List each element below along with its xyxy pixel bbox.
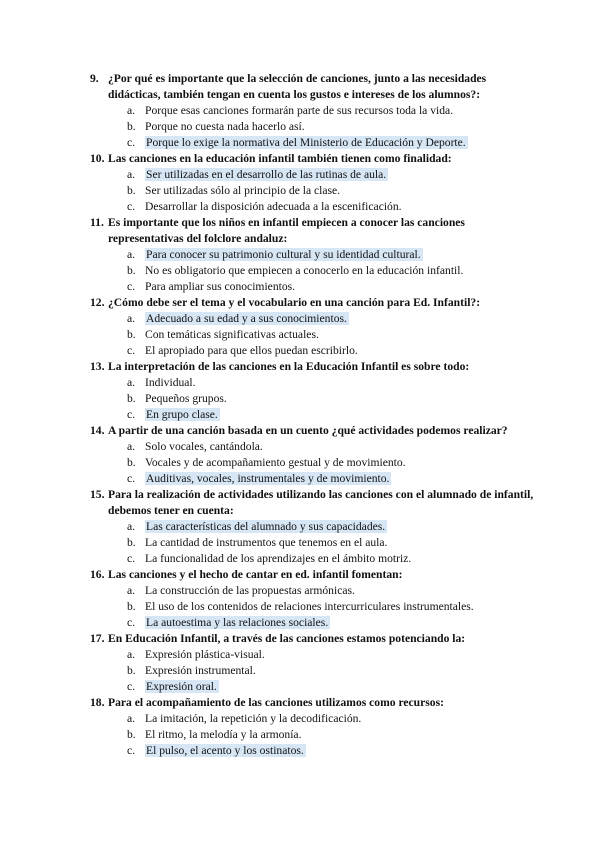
option-letter: a. <box>127 104 136 117</box>
answer-option <box>127 247 600 263</box>
answer-option <box>127 663 600 679</box>
option-text-highlighted: Para conocer su patrimonio cultural y su identidad cultural. <box>146 248 421 261</box>
option-text: La cantidad de instrumentos que tenemos en el aula. <box>145 536 388 549</box>
option-text: La funcionalidad de los aprendizajes en el ámbito motriz. <box>145 552 412 565</box>
question-number: 12. <box>90 296 105 309</box>
question-text: Las canciones en la educación infantil también tienen como finalidad: <box>108 152 452 165</box>
option-text: Pequeños grupos. <box>145 392 227 405</box>
option-letter: c. <box>127 680 136 693</box>
option-letter: c. <box>127 344 136 357</box>
option-text: La imitación, la repetición y la decodificación. <box>145 712 362 725</box>
answer-option <box>127 391 600 407</box>
option-letter: b. <box>127 600 136 613</box>
question <box>90 695 538 711</box>
question-number: 11. <box>90 216 104 229</box>
option-text: Porque no cuesta nada hacerlo así. <box>145 120 305 133</box>
option-text: Porque esas canciones formarán parte de sus recursos toda la vida. <box>145 104 454 117</box>
answer-option <box>127 743 600 759</box>
answer-option <box>127 471 600 487</box>
question <box>90 567 538 583</box>
option-letter: c. <box>127 472 136 485</box>
question-text: Es importante que los niños en infantil empiecen a conocer las canciones representativas del folclore andaluz: <box>108 216 465 245</box>
option-text: Individual. <box>145 376 196 389</box>
option-letter: a. <box>127 376 136 389</box>
question <box>90 423 538 439</box>
option-letter: c. <box>127 552 136 565</box>
question-text: Para la realización de actividades utilizando las canciones con el alumnado de infantil, debemos tener en cuenta: <box>108 488 534 517</box>
question-text: A partir de una canción basada en un cuento ¿qué actividades podemos realizar? <box>108 424 508 437</box>
option-letter: b. <box>127 536 136 549</box>
option-text: Para ampliar sus conocimientos. <box>145 280 296 293</box>
option-letter: a. <box>127 520 136 533</box>
option-text-highlighted: Porque lo exige la normativa del Ministerio de Educación y Deporte. <box>146 136 466 149</box>
option-text: El apropiado para que ellos puedan escribirlo. <box>145 344 358 357</box>
question-number: 16. <box>90 568 105 581</box>
answer-option <box>127 535 600 551</box>
answer-option <box>127 455 600 471</box>
question-text: Para el acompañamiento de las canciones utilizamos como recursos: <box>108 696 444 709</box>
question <box>90 151 538 167</box>
option-text: Solo vocales, cantándola. <box>145 440 263 453</box>
option-letter: c. <box>127 280 136 293</box>
question <box>90 631 538 647</box>
option-letter: c. <box>127 136 136 149</box>
question <box>90 359 538 375</box>
answer-option <box>127 375 600 391</box>
option-letter: b. <box>127 264 136 277</box>
answer-option <box>127 103 600 119</box>
option-letter: b. <box>127 392 136 405</box>
answer-option <box>127 343 600 359</box>
question <box>90 295 538 311</box>
answer-option <box>127 583 600 599</box>
answer-option <box>127 199 600 215</box>
option-text: No es obligatorio que empiecen a conocerlo en la educación infantil. <box>145 264 464 277</box>
answer-option <box>127 135 600 151</box>
question-number: 18. <box>90 696 105 709</box>
option-letter: a. <box>127 168 136 181</box>
option-letter: a. <box>127 584 136 597</box>
answer-option <box>127 263 600 279</box>
option-letter: b. <box>127 456 136 469</box>
question <box>90 487 538 519</box>
option-letter: b. <box>127 184 136 197</box>
option-text: El uso de los contenidos de relaciones intercurriculares instrumentales. <box>145 600 474 613</box>
answer-option <box>127 279 600 295</box>
option-letter: c. <box>127 744 136 757</box>
answer-option <box>127 647 600 663</box>
option-letter: c. <box>127 616 136 629</box>
option-text: Desarrollar la disposición adecuada a la escenificación. <box>145 200 402 213</box>
answer-option <box>127 167 600 183</box>
option-letter: c. <box>127 408 136 421</box>
option-text-highlighted: Adecuado a su edad y a sus conocimientos. <box>146 312 347 325</box>
option-text: Vocales y de acompañamiento gestual y de movimiento. <box>145 456 406 469</box>
question-text: Las canciones y el hecho de cantar en ed. infantil fomentan: <box>108 568 403 581</box>
option-text: Con temáticas significativas actuales. <box>145 328 319 341</box>
option-letter: b. <box>127 728 136 741</box>
answer-option <box>127 727 600 743</box>
question-list <box>0 71 600 759</box>
question-text: ¿Cómo debe ser el tema y el vocabulario en una canción para Ed. Infantil?: <box>108 296 481 309</box>
option-letter: c. <box>127 200 136 213</box>
question-number: 13. <box>90 360 105 373</box>
answer-option <box>127 407 600 423</box>
question-number: 14. <box>90 424 105 437</box>
option-letter: b. <box>127 328 136 341</box>
option-text-highlighted: Las características del alumnado y sus capacidades. <box>146 520 386 533</box>
option-text-highlighted: Expresión oral. <box>146 680 217 693</box>
option-letter: a. <box>127 248 136 261</box>
option-text: Expresión plástica-visual. <box>145 648 265 661</box>
question-number: 9. <box>90 72 99 85</box>
question-number: 17. <box>90 632 105 645</box>
option-text: El ritmo, la melodía y la armonía. <box>145 728 302 741</box>
answer-option <box>127 615 600 631</box>
answer-option <box>127 439 600 455</box>
answer-option <box>127 311 600 327</box>
answer-option <box>127 599 600 615</box>
option-letter: b. <box>127 664 136 677</box>
question-text: ¿Por qué es importante que la selección de canciones, junto a las necesidades didácticas, también tengan en cuenta los gustos e intereses de los alumnos?: <box>108 72 487 101</box>
question-text: En Educación Infantil, a través de las canciones estamos potenciando la: <box>108 632 466 645</box>
answer-option <box>127 119 600 135</box>
answer-option <box>127 679 600 695</box>
option-text-highlighted: Ser utilizadas en el desarrollo de las rutinas de aula. <box>146 168 387 181</box>
question <box>90 71 538 103</box>
option-text-highlighted: La autoestima y las relaciones sociales. <box>146 616 329 629</box>
question-number: 10. <box>90 152 105 165</box>
option-text: Ser utilizadas sólo al principio de la clase. <box>145 184 341 197</box>
answer-option <box>127 183 600 199</box>
question <box>90 215 538 247</box>
answer-option <box>127 711 600 727</box>
option-letter: a. <box>127 712 136 725</box>
option-text-highlighted: En grupo clase. <box>146 408 218 421</box>
option-text-highlighted: Auditivas, vocales, instrumentales y de movimiento. <box>146 472 390 485</box>
option-letter: a. <box>127 312 136 325</box>
question-number: 15. <box>90 488 105 501</box>
option-text: Expresión instrumental. <box>145 664 256 677</box>
answer-option <box>127 551 600 567</box>
question-text: La interpretación de las canciones en la Educación Infantil es sobre todo: <box>108 360 470 373</box>
option-letter: a. <box>127 440 136 453</box>
option-text: La construcción de las propuestas armónicas. <box>145 584 355 597</box>
option-letter: a. <box>127 648 136 661</box>
answer-option <box>127 327 600 343</box>
option-text-highlighted: El pulso, el acento y los ostinatos. <box>146 744 304 757</box>
answer-option <box>127 519 600 535</box>
option-letter: b. <box>127 120 136 133</box>
